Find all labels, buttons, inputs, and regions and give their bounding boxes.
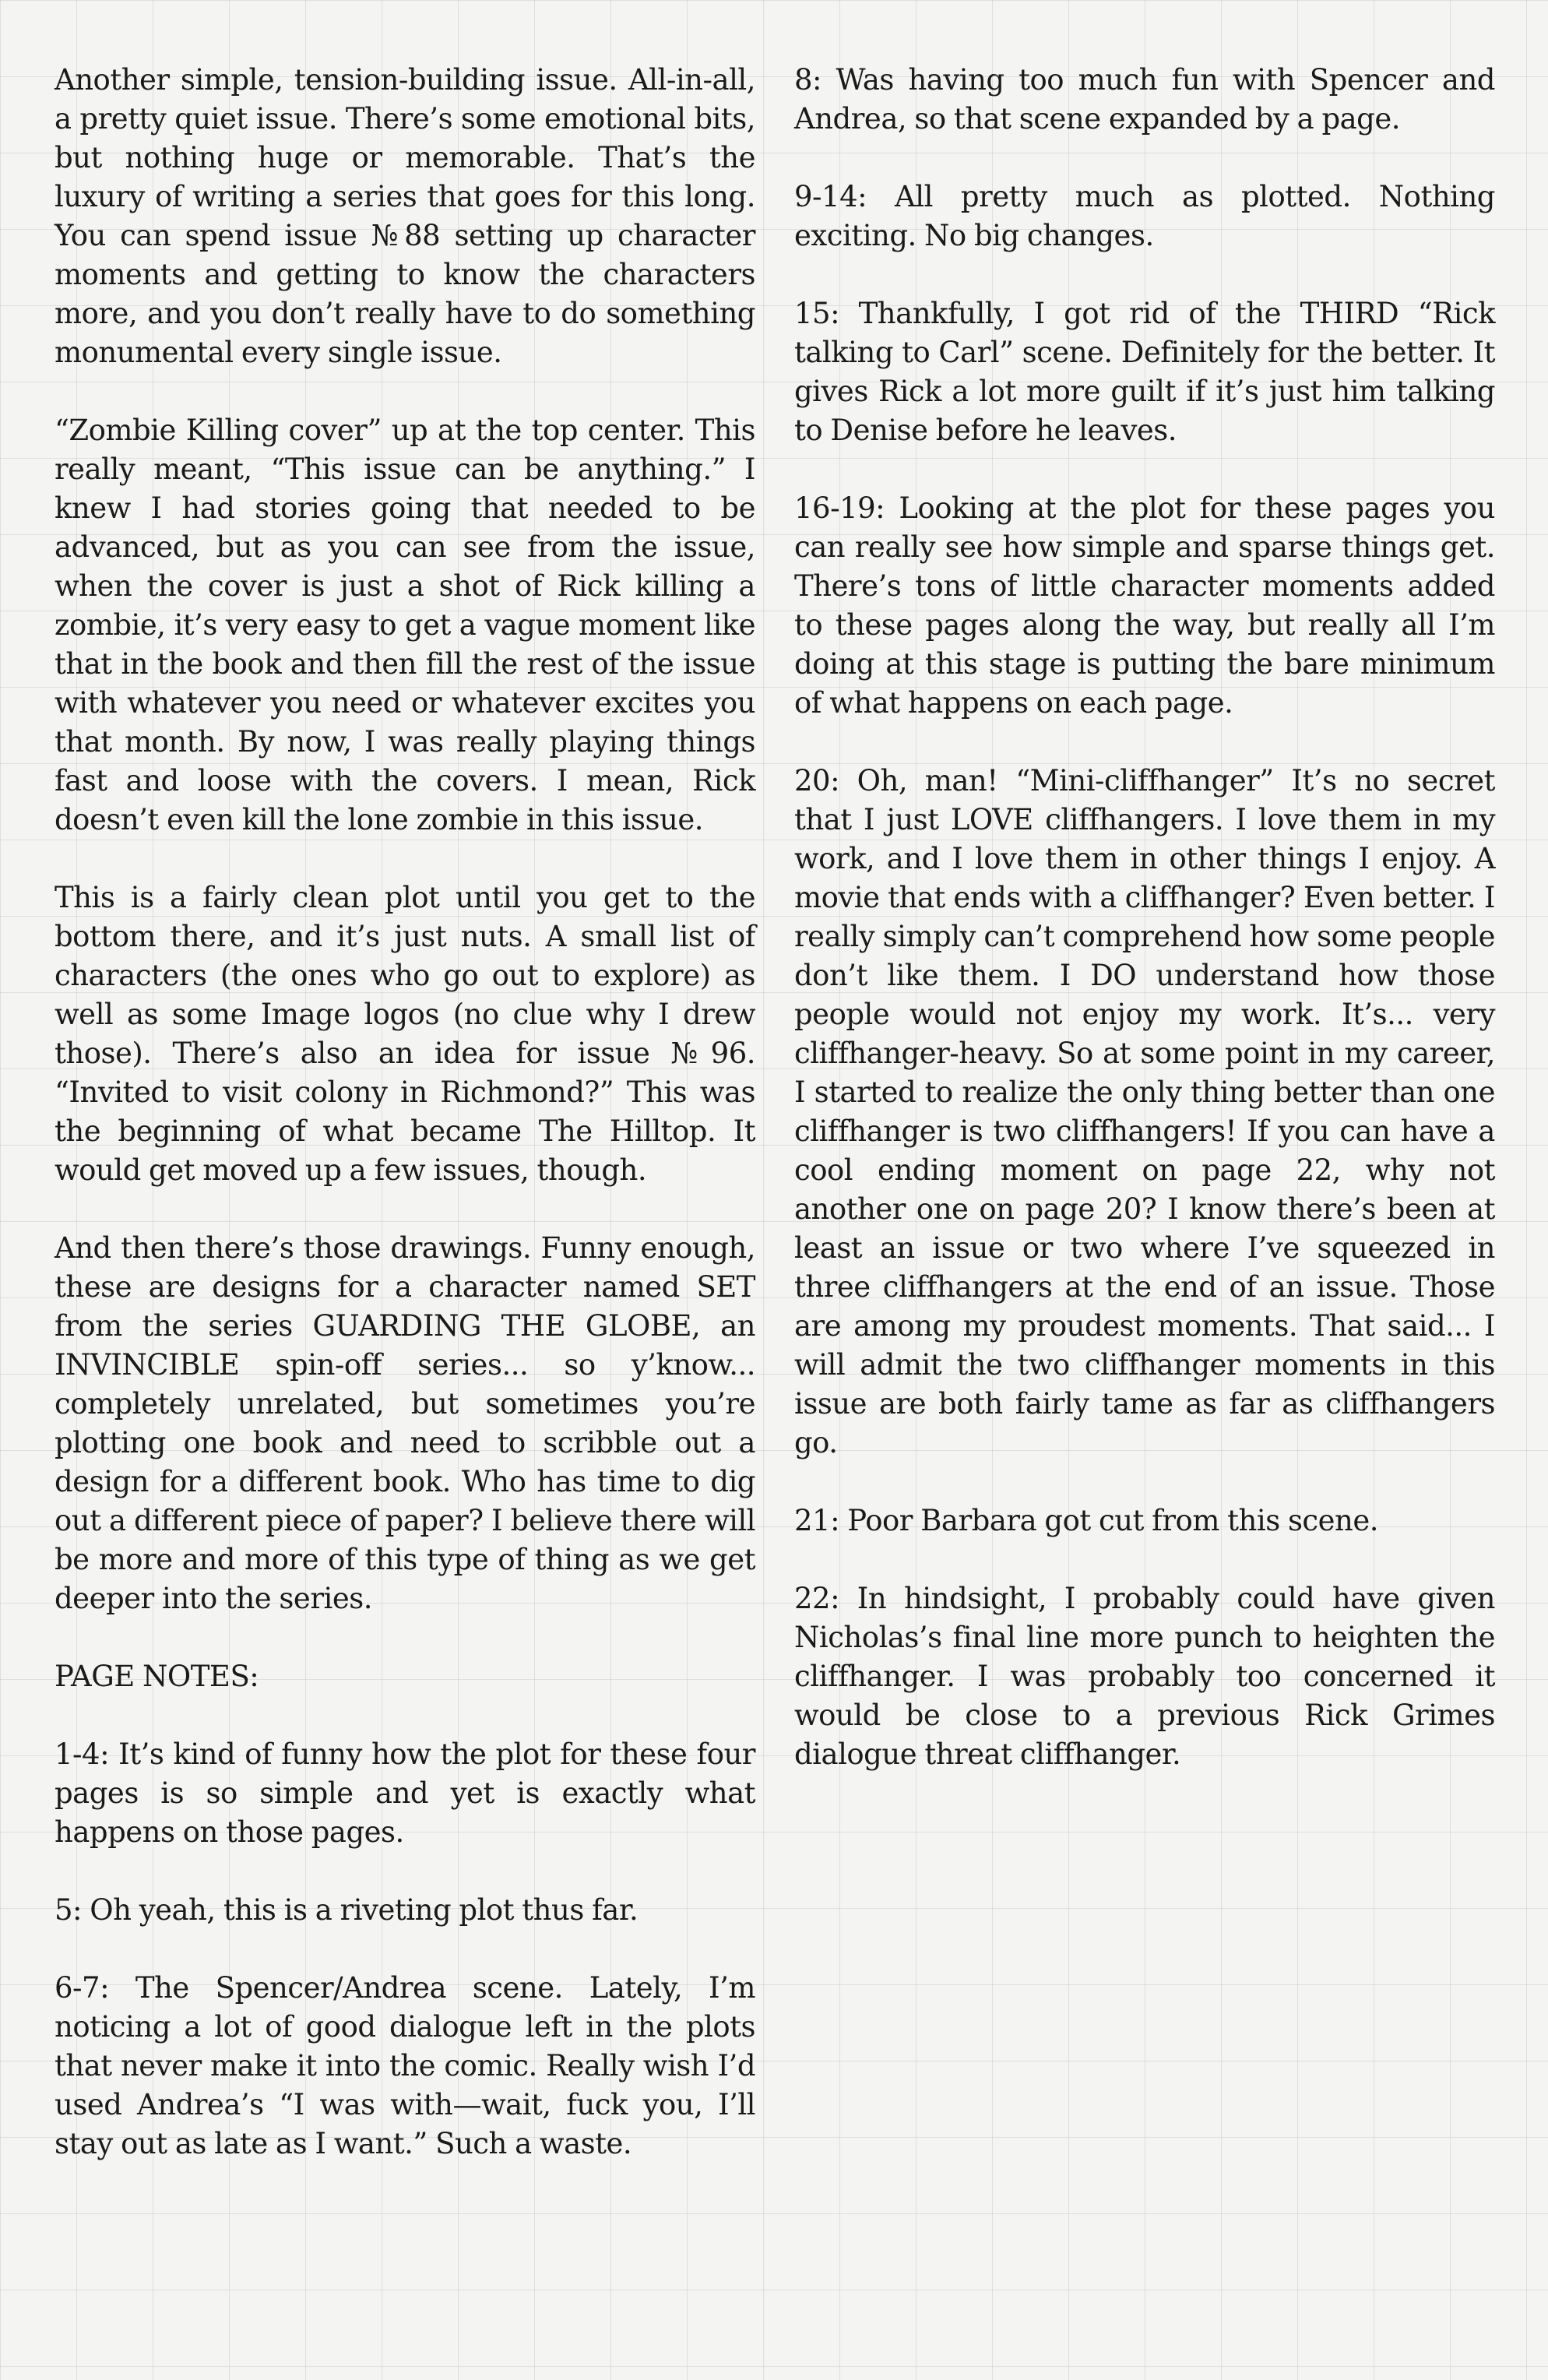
paragraph-plot: This is a fairly clean plot until you get to the bottom there, and it’s just nuts. A small list of characters (the ones who go out to explore) as well as some Image logos (no clue why I drew those). There’s also an idea for issue №96. “Invited to visit colony in Richmond?” This was the beginning of what became The Hilltop. It would get moved up a few issues, though. [55,881,755,1187]
note-pages-9-14: 9-14: All pretty much as plotted. Nothing exciting. No big changes. [794,180,1495,252]
paragraph-intro: Another simple, tension-building issue. All-in-all, a pretty quiet issue. There’s some emotional bits, but nothing huge or memorable. That’s the luxury of writing a series that goes for this long. You can spend issue №88 setting up character moments and getting to know the characters more, and you don’t really have to do something monumental every single issue. [55,63,755,369]
right-column [794,61,1495,1813]
note-pages-1-4: 1-4: It’s kind of funny how the plot for these four pages is so simple and yet is exactly what happens on those pages. [55,1737,755,1849]
note-page-5: 5: Oh yeah, this is a riveting plot thus far. [55,1893,639,1927]
note-page-22: 22: In hindsight, I probably could have given Nicholas’s final line more punch to heighten the cliffhanger. I was probably too concerned it would be close to a previous Rick Grimes dialogue threat cliffhanger. [794,1582,1495,1771]
page-notes-heading: PAGE NOTES: [55,1660,259,1693]
paragraph-drawings: And then there’s those drawings. Funny enough, these are designs for a character named SET from the series GUARDING THE GLOBE, an INVINCIBLE spin-off series... so y’know... completely unrelated, but sometimes you’re plotting one book and need to scribble out a design for a different book. Who has time to dig out a different piece of paper? I believe there will be more and more of this type of thing as we get deeper into the series. [55,1231,755,1615]
note-page-15: 15: Thankfully, I got rid of the THIRD “Rick talking to Carl” scene. Definitely for the better. It gives Rick a lot more guilt if it’s just him talking to Denise before he leaves. [794,297,1495,447]
note-pages-16-19: 16-19: Looking at the plot for these pages you can really see how simple and sparse things get. There’s tons of little character moments added to these pages along the way, but really all I’m doing at this stage is putting the bare minimum of what happens on each page. [794,491,1495,720]
note-page-21: 21: Poor Barbara got cut from this scene. [794,1504,1379,1537]
left-column [55,61,755,2202]
note-page-20: 20: Oh, man! “Mini-cliffhanger” It’s no secret that I just LOVE cliffhangers. I love them in my work, and I love them in other things I enjoy. A movie that ends with a cliffhanger? Even better. I really simply can’t comprehend how some people don’t like them. I DO understand how those people would not enjoy my work. It’s... very cliffhanger-heavy. So at some point in my career, I started to realize the only thing better than one cliffhanger is two cliffhangers! If you can have a cool ending moment on page 22, why not another one on page 20? I know there’s been at least an issue or two where I’ve squeezed in three cliffhangers at the end of an issue. Those are among my proudest moments. That said... I will admit the two cliffhanger moments in this issue are both fairly tame as far as cliffhangers go. [794,764,1495,1459]
paragraph-cover: “Zombie Killing cover” up at the top center. This really meant, “This issue can be anything.” I knew I had stories going that needed to be advanced, but as you can see from the issue, when the cover is just a shot of Rick killing a zombie, it’s very easy to get a vague moment like that in the book and then fill the rest of the issue with whatever you need or whatever excites you that month. By now, I was really playing things fast and loose with the covers. I mean, Rick doesn’t even kill the lone zombie in this issue. [55,414,755,836]
note-page-8: 8: Was having too much fun with Spencer and Andrea, so that scene expanded by a page. [794,63,1495,136]
note-pages-6-7: 6-7: The Spencer/Andrea scene. Lately, I’m noticing a lot of good dialogue left in the plots that never make it into the comic. Really wish I’d used Andrea’s “I was with—wait, fuck you, I’ll stay out as late as I want.” Such a waste. [55,1971,755,2160]
